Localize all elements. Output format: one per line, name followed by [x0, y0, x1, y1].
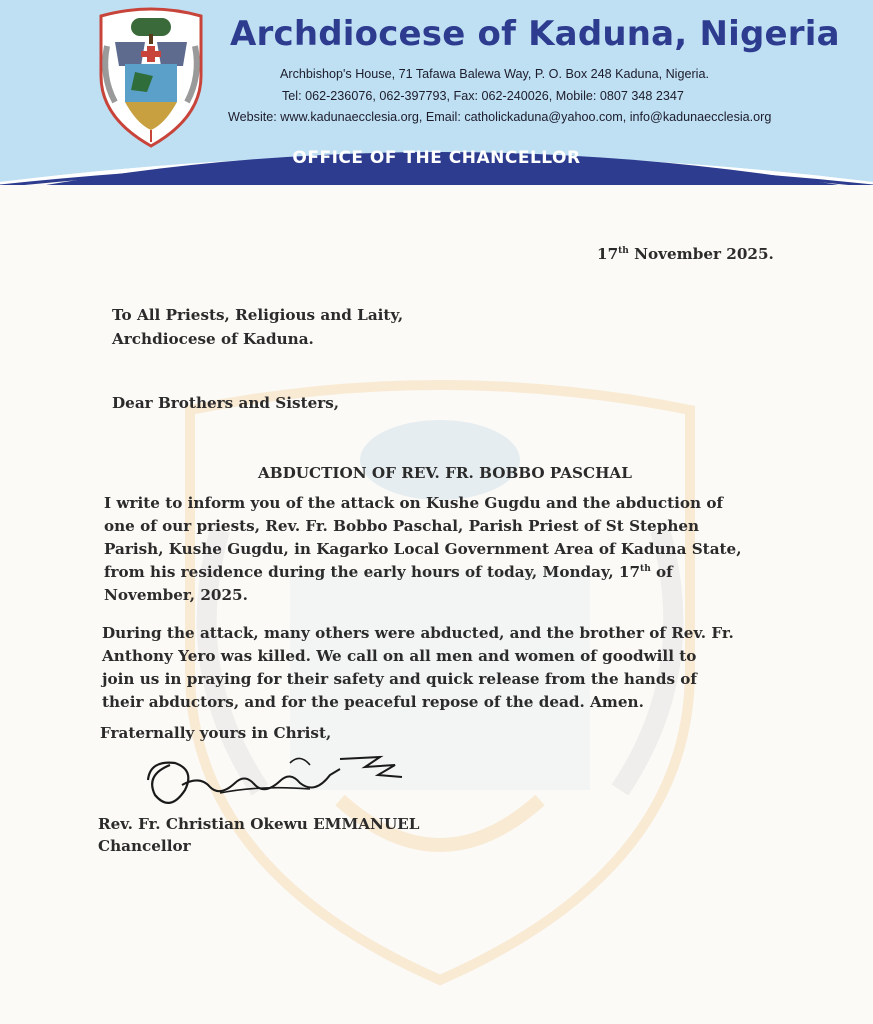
paragraph-2-line: their abductors, and for the peaceful repose of the dead. Amen. — [102, 693, 644, 711]
paragraph-2-line: join us in praying for their safety and quick release from the hands of — [102, 670, 697, 688]
address-line: Archbishop's House, 71 Tafawa Balewa Way, P. O. Box 248 Kaduna, Nigeria. — [280, 67, 709, 81]
organization-title: Archdiocese of Kaduna, Nigeria — [230, 14, 840, 54]
phone-line: Tel: 062-236076, 062-397793, Fax: 062-240026, Mobile: 0807 348 2347 — [282, 89, 684, 103]
closing: Fraternally yours in Christ, — [100, 724, 332, 742]
recipient-line-2: Archdiocese of Kaduna. — [112, 330, 314, 348]
signer-name: Rev. Fr. Christian Okewu EMMANUEL — [98, 815, 420, 833]
paragraph-1-line: one of our priests, Rev. Fr. Bobbo Paschal, Parish Priest of St Stephen — [104, 517, 700, 535]
paragraph-1-line: from his residence during the early hours of today, Monday, 17th of — [104, 563, 673, 581]
signer-title: Chancellor — [98, 837, 191, 855]
letter-subject: ABDUCTION OF REV. FR. BOBBO PASCHAL — [258, 464, 632, 482]
handwritten-signature — [140, 745, 420, 815]
paragraph-1-line: Parish, Kushe Gugdu, in Kagarko Local Government Area of Kaduna State, — [104, 540, 742, 558]
office-label: OFFICE OF THE CHANCELLOR — [292, 148, 581, 168]
salutation: Dear Brothers and Sisters, — [112, 394, 340, 412]
paragraph-2-line: Anthony Yero was killed. We call on all men and women of goodwill to — [102, 647, 697, 665]
letter-date: 17th November 2025. — [597, 245, 774, 263]
paragraph-1-line: November, 2025. — [104, 586, 248, 604]
web-email-line: Website: www.kadunaecclesia.org, Email: catholickaduna@yahoo.com, info@kadunaecclesia.org — [228, 110, 772, 124]
paragraph-1-line: I write to inform you of the attack on Kushe Gugdu and the abduction of — [104, 494, 724, 512]
paragraph-2-line: During the attack, many others were abducted, and the brother of Rev. Fr. — [102, 624, 734, 642]
recipient-line-1: To All Priests, Religious and Laity, — [112, 306, 404, 324]
